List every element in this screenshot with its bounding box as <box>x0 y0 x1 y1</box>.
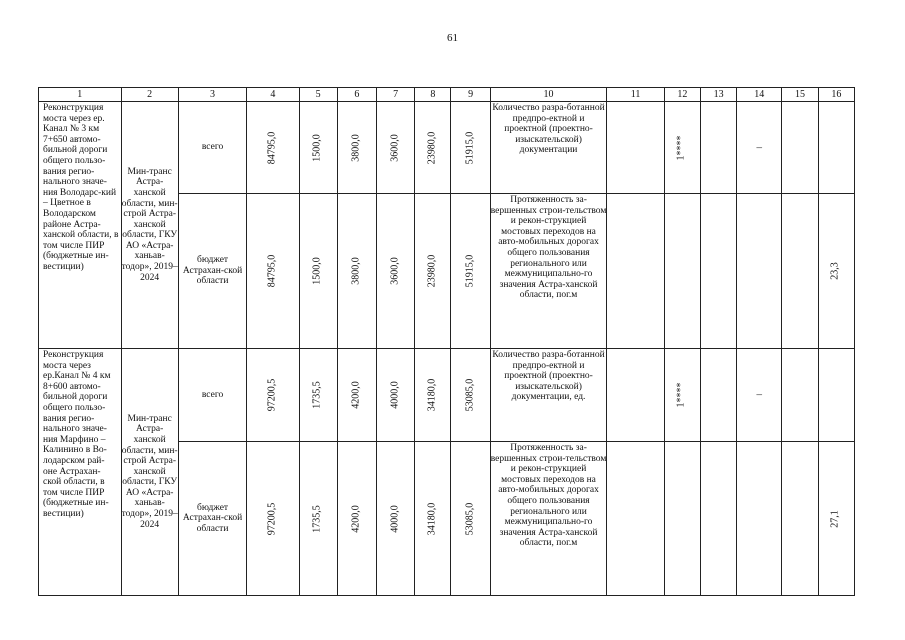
cell-value: 23,3 <box>830 262 842 280</box>
value-cell <box>782 442 818 596</box>
indicator-cell: Протяженность за-вершенных строи-тельством и рекон-струкцией мостовых переходов на авто-мобильных дорогах общего пользования регионального или межмуниципально-го значения Астра-ханской области, пог.м <box>490 442 607 596</box>
value-cell <box>664 442 700 596</box>
header-cell: 15 <box>782 88 818 102</box>
value-cell <box>700 442 736 596</box>
amount-value: 23980,0 <box>426 131 438 164</box>
cell-value: 27,1 <box>830 509 842 528</box>
amount-total-cell <box>247 102 299 194</box>
value-cell <box>737 194 782 349</box>
indicator-cell: Количество разра-ботанной предпро-ектной и проектной (проектно-изыскательской) документации, ед. <box>490 349 607 442</box>
amount-2021-cell <box>377 349 415 442</box>
page-number: 61 <box>447 32 458 44</box>
amount-2019-cell <box>299 442 337 596</box>
amount-2022-cell <box>415 194 451 349</box>
amount-2023-cell <box>451 442 490 596</box>
header-cell: 8 <box>415 88 451 102</box>
amount-2020-cell <box>337 194 376 349</box>
amount-2022-cell <box>415 102 451 194</box>
value-cell <box>607 102 664 194</box>
header-cell: 7 <box>377 88 415 102</box>
amount-value: 1500,0 <box>311 257 323 285</box>
header-cell: 11 <box>607 88 664 102</box>
value-cell <box>818 194 854 349</box>
amount-2019-cell <box>299 194 337 349</box>
amount-total-cell <box>247 349 299 442</box>
header-cell: 16 <box>818 88 854 102</box>
header-cell: 10 <box>490 88 607 102</box>
amount-value: 1500,0 <box>311 133 323 162</box>
value-cell <box>700 194 736 349</box>
header-cell: 6 <box>337 88 376 102</box>
amount-value: 51915,0 <box>464 254 476 288</box>
object-name-cell: Реконструкция моста через ер.Канал № 4 км 8+600 автомо-бильной дороги общего пользо-вания регио-нального значе-ния Марфино – Калинино в Во-лодарском рай-оне Астрахан-ской области, в том числе ПИР (бюджетные ин-вестиции) <box>39 349 122 596</box>
value-cell <box>664 194 700 349</box>
amount-2019-cell <box>299 349 337 442</box>
value-cell <box>737 349 782 442</box>
cell-value: – <box>756 141 763 154</box>
amount-value: 84795,0 <box>266 131 278 164</box>
header-cell: 14 <box>737 88 782 102</box>
amount-value: 23980,0 <box>426 254 438 288</box>
value-cell <box>782 194 818 349</box>
value-cell <box>818 102 854 194</box>
header-cell: 9 <box>451 88 490 102</box>
funding-source-cell: бюджет Астрахан-ской области <box>178 442 246 596</box>
value-cell <box>607 194 664 349</box>
amount-2023-cell <box>451 194 490 349</box>
amount-value: 1735,5 <box>311 381 323 409</box>
table-row <box>39 349 855 442</box>
value-cell <box>818 442 854 596</box>
object-name-cell: Реконструкция моста через ер. Канал № 3 км 7+650 автомо-бильной дороги общего пользо-вания регио-нального значе-ния Володарс-кий – Цветное в Володарском районе Астра-ханской области, в том числе ПИР (бюджетные ин-вестиции) <box>39 102 122 349</box>
amount-value: 97200,5 <box>266 378 278 412</box>
header-cell: 13 <box>700 88 736 102</box>
header-cell: 3 <box>178 88 246 102</box>
amount-value: 3600,0 <box>389 133 401 162</box>
header-cell: 5 <box>299 88 337 102</box>
executor-cell: Мин-транс Астра-ханской области, мин-строй Астра-ханской области, ГКУ АО «Астра-ханьав-тодор», 2019–2024 <box>121 349 178 596</box>
amount-value: 53085,0 <box>464 502 476 535</box>
indicator-cell: Количество разра-ботанной предпро-ектной и проектной (проектно-изыскательской) документации <box>490 102 607 194</box>
value-cell <box>818 349 854 442</box>
amount-2020-cell <box>337 102 376 194</box>
header-cell: 2 <box>121 88 178 102</box>
amount-value: 51915,0 <box>464 131 476 164</box>
amount-total-cell <box>247 442 299 596</box>
value-cell <box>700 102 736 194</box>
amount-2021-cell <box>377 102 415 194</box>
amount-value: 1735,5 <box>311 504 323 533</box>
amount-value: 3800,0 <box>350 133 362 162</box>
amount-value: 34180,0 <box>426 378 438 412</box>
amount-total-cell <box>247 194 299 349</box>
executor-cell: Мин-транс Астра-ханской области, мин-строй Астра-ханской области, ГКУ АО «Астра-ханьав-тодор», 2019–2024 <box>121 102 178 349</box>
header-cell: 4 <box>247 88 299 102</box>
amount-2019-cell <box>299 102 337 194</box>
amount-value: 53085,0 <box>464 378 476 412</box>
cell-value: 1**** <box>676 382 688 408</box>
funding-source-cell: всего <box>178 102 246 194</box>
amount-value: 3600,0 <box>389 257 401 285</box>
amount-value: 34180,0 <box>426 502 438 535</box>
indicator-cell: Протяженность за-вершенных строи-тельством и рекон-струкцией мостовых переходов на авто-мобильных дорогах общего пользования регионального или межмуниципально-го значения Астра-ханской области, пог.м <box>490 194 607 349</box>
amount-value: 4000,0 <box>389 381 401 409</box>
cell-value: 1**** <box>676 135 688 160</box>
value-cell <box>607 442 664 596</box>
header-cell: 1 <box>39 88 122 102</box>
value-cell <box>607 349 664 442</box>
value-cell <box>737 442 782 596</box>
amount-value: 84795,0 <box>266 254 278 288</box>
amount-2022-cell <box>415 442 451 596</box>
header-cell: 12 <box>664 88 700 102</box>
value-cell <box>664 349 700 442</box>
amount-value: 4200,0 <box>350 381 362 409</box>
funding-source-cell: всего <box>178 349 246 442</box>
funding-source-cell: бюджет Астрахан-ской области <box>178 194 246 349</box>
amount-2021-cell <box>377 194 415 349</box>
value-cell <box>782 349 818 442</box>
amount-2023-cell <box>451 102 490 194</box>
cell-value: – <box>756 388 763 401</box>
amount-2023-cell <box>451 349 490 442</box>
amount-value: 4000,0 <box>389 504 401 533</box>
value-cell <box>782 102 818 194</box>
amount-2020-cell <box>337 442 376 596</box>
header-row <box>39 88 855 102</box>
table-row <box>39 102 855 194</box>
amount-value: 3800,0 <box>350 257 362 285</box>
program-table <box>38 87 855 596</box>
amount-2021-cell <box>377 442 415 596</box>
amount-value: 4200,0 <box>350 504 362 533</box>
amount-2020-cell <box>337 349 376 442</box>
amount-value: 97200,5 <box>266 502 278 535</box>
value-cell <box>737 102 782 194</box>
value-cell <box>664 102 700 194</box>
amount-2022-cell <box>415 349 451 442</box>
value-cell <box>700 349 736 442</box>
